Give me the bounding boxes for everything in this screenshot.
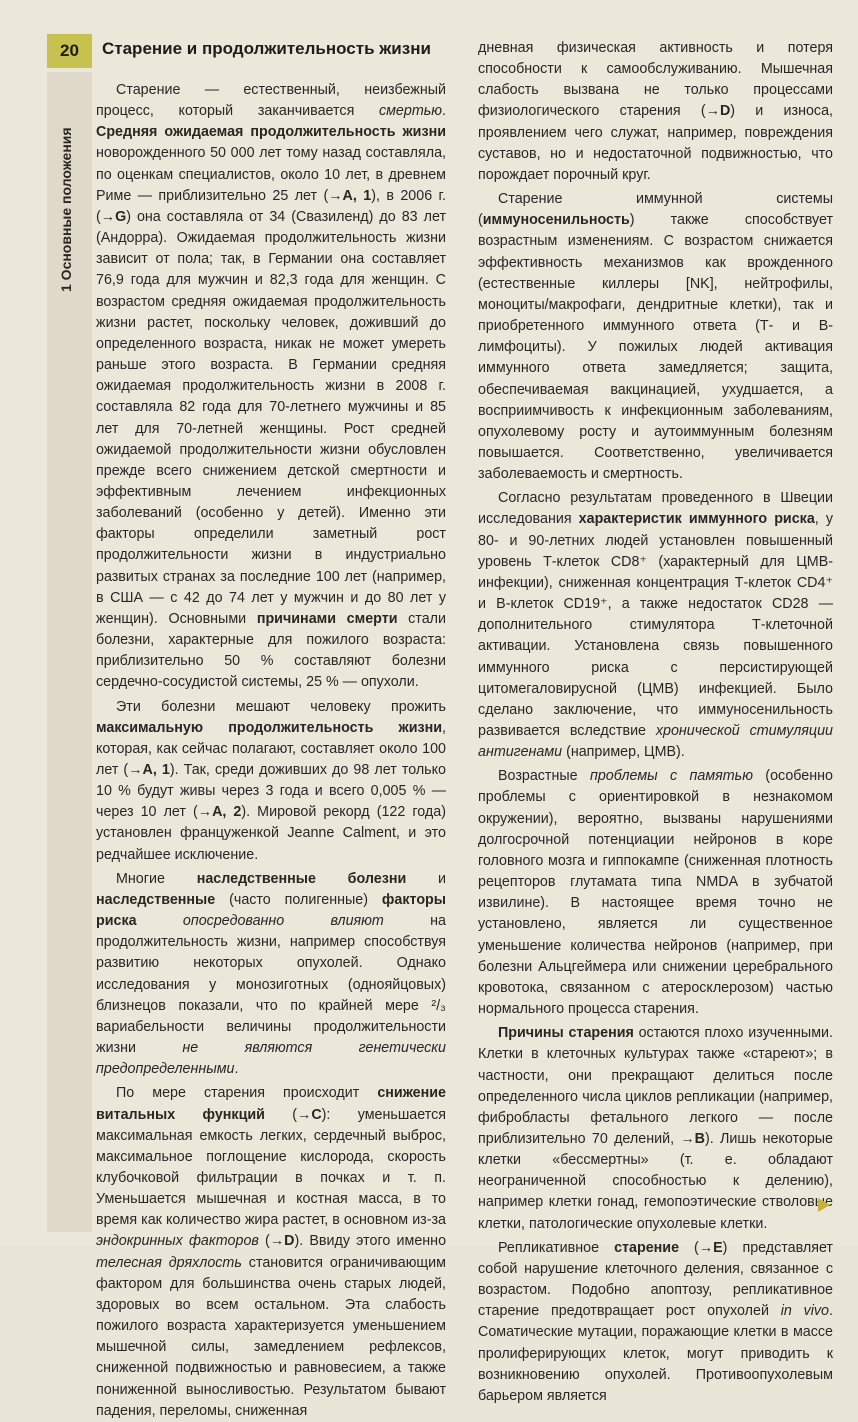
text-run: , у 80- и 90-летних людей установлен повышенный уровень Т-клеток CD8⁺ (характерный для ЦМВ-инфекции), сниженная концентрация Т-клеток CD4⁺ и В-клеток CD19⁺, а также недостаток CD28 — дополнительного стимулятора Т-клеточной активации. Установлена связь повышенного иммунного риска с персистирующей цитомегаловирусной (ЦМВ) инфекцией. Было сделано заключение, что иммуносенильность развивается вследствие (478, 511, 833, 739)
text-run: . (442, 103, 446, 120)
paragraph (96, 80, 446, 694)
bold-text: наследственные (96, 891, 216, 908)
italic-text: смертью (378, 103, 443, 120)
text-run: ). Мировой рекорд (122 года) установлен француженкой Jeanne Calment, и это редчайшее исключение. (96, 804, 446, 863)
paragraph (478, 1238, 833, 1407)
paragraph (478, 38, 833, 186)
text-run: Старение иммунной системы ( (478, 191, 833, 229)
italic-text: эндокринных факторов (96, 1233, 259, 1250)
text-run: ( (679, 1239, 699, 1256)
text-run: на продолжительность жизни, например способствуя развитию некоторых опухолей. Однако исследования у монозиготных (однояйцовых) близнецов показали, что по крайней мере ²/₃ вариабельности величины продолжительности жизни (96, 913, 446, 1057)
text-run: . (234, 1061, 239, 1078)
text-run: ). Так, среди доживших до 98 лет только 10 % будут живы через 3 года и всего 0,005 % — через 10 лет ( (96, 762, 446, 821)
right-column (478, 38, 833, 1407)
paragraph (478, 488, 833, 763)
bold-text: причинами смерти (256, 610, 398, 627)
text-run: ( (258, 1233, 270, 1250)
italic-text: не являются генетически предопределенными (96, 1040, 446, 1078)
italic-text: опосредованно влияют (182, 913, 384, 930)
bold-text: →G (100, 208, 127, 225)
bold-text: →C (297, 1106, 322, 1123)
text-run: (особенно проблемы с ориентировкой в незнакомом окружении), вероятно, вызваны нарушениями долгосрочной потенциации нейронов в коре головного мозга и гиппокампе (сниженная плотность рецепторов глутамата типа NMDA в зубчатой извилине). В настоящее время точно не установлено, является ли существенное уменьшение количества нейронов (например, при болезни Альцгеймера или снижении церебрального кровотока, связанном с атеросклерозом) частью нормального процесса старения. (478, 768, 834, 1018)
text-run: Многие (116, 870, 197, 887)
bold-text: старение (614, 1239, 680, 1256)
text-run: Согласно результатам проведенного в Швеции исследования (478, 490, 833, 528)
paragraph (96, 869, 446, 1081)
text-run: , которая, как сейчас полагают, составляет около 100 лет ( (96, 719, 446, 778)
bold-text: →A, 2 (197, 804, 242, 821)
paragraph (478, 1023, 833, 1235)
paragraph (478, 766, 833, 1020)
italic-text: in vivo (780, 1303, 829, 1320)
bold-text: максимальную продолжительность жизни (96, 719, 443, 736)
next-page-arrow-icon (818, 1198, 830, 1212)
bold-text: →D (705, 103, 731, 120)
page-title: Старение и продолжительность жизни (102, 39, 431, 58)
bold-text: →D (269, 1233, 295, 1250)
bold-text: наследственные болезни (196, 870, 407, 887)
text-run (137, 913, 183, 929)
bold-text: иммуносенильность (482, 212, 630, 229)
text-run: ): уменьшается максимальная емкость легких, сердечный выброс, максимальное поглощение кислорода, скорость клубочковой фильтрации в почках и т. п. Уменьшается мышечная и костная масса, в то время как количество жира растет, в основном из-за (96, 1106, 446, 1229)
bold-text: характеристик иммунного риска (578, 511, 815, 528)
text-run: . Соматические мутации, поражающие клетки в массе пролиферирующих клеток, могут приводить к возникновению опухолей. Противоопухолевым барьером является (478, 1303, 833, 1404)
text-run: Репликативное (498, 1239, 615, 1256)
paragraph (96, 1083, 446, 1422)
left-column (96, 80, 446, 1422)
text-run: ) также способствует возрастным изменениям. С возрастом снижается эффективность механизмов как врожденного (естественные киллеры [NK], нейтрофилы, моноциты/макрофаги, дендритные клетки), так и приобретенного иммунного ответа (Т- и В-лимфоциты). У пожилых людей активация иммунного ответа замедляется; защита, обеспечиваемая вакцинацией, ухудшается, а восприимчивость к инфекционным заболеваниям, опухолевому росту и аутоиммунным болезням повышается. Соответственно, увеличивается заболеваемость и смертность. (478, 212, 833, 483)
text-run: стали болезни, характерные для пожилого возраста: приблизительно 50 % составляют болезни сердечно-сосудистой системы, 25 % — опухоли. (96, 610, 446, 691)
text-run: ( (264, 1106, 298, 1123)
italic-text: хронической стимуляции антигенами (478, 723, 833, 761)
text-run: (например, ЦМВ). (562, 744, 685, 761)
text-run: ). Лишь некоторые клетки «бессмертны» (т. е. обладают неограниченной способностью к делению), например клетки гонад, гемопоэтические стволовые клетки, патологические опухолевые клетки. (478, 1130, 833, 1232)
text-run: ) она составляла от 34 (Свазиленд) до 83 лет (Андорра). Ожидаемая продолжительность жизни зависит от пола; так, в Германии она составляет 76,9 года для мужчин и 82,3 года для женщин. С возрастом средняя ожидаемая продолжительность жизни растет, поскольку человек, доживший до определенного возраста, никак не может умереть раньше этого возраста. В Германии средняя ожидаемая продолжительность жизни в 2008 г. составляла 82 года для 70-летнего мужчины и 85 лет для 70-летней женщины. Рост средней ожидаемой продолжительности жизни обусловлен прежде всего снижением детской смертности и эффективным лечением инфекционных заболеваний (особенно у детей). Именно эти факторы определили заметный рост продолжительности жизни в индустриально развитых странах за последние 100 лет (например, в США — с 42 до 74 лет у мужчин и до 80 лет у женщин). Основными (96, 208, 446, 627)
text-run: ) и износа, проявлением чего служат, например, повреждения суставов, но и недостаточной подвижностью, что порождает порочный круг. (478, 103, 833, 183)
text-run: По мере старения происходит (116, 1085, 378, 1102)
paragraph (96, 697, 446, 866)
bold-text: →A, 1 (328, 187, 372, 204)
text-run: становится ограничивающим фактором для большинства очень старых людей, здоровых во всем остальном. Эта слабость пожилого возраста характеризуется уменьшением мышечной силы, замедлением рефлексов, сниженной подвижностью и равновесием, а также пониженной выносливостью. Результатом бывают падения, переломы, сниженная (96, 1254, 446, 1419)
italic-text: проблемы с памятью (589, 768, 753, 785)
text-run: ), в 2006 г. ( (96, 187, 446, 225)
bold-text: снижение витальных функций (96, 1085, 446, 1123)
chapter-label: 1 Основные положения (58, 127, 74, 292)
text-run: новорожденного 50 000 лет тому назад составляла, по оценкам специалистов, около 10 лет, в древнем Риме — приблизительно 25 лет ( (96, 145, 446, 204)
bold-text: →A, 1 (128, 762, 170, 778)
text-run: (часто полигенные) (215, 891, 382, 908)
paragraph (478, 189, 833, 485)
text-run: Возрастные (498, 768, 590, 785)
text-run: дневная физическая активность и потеря способности к самообслуживанию. Мышечная слабость вызвана не только процессами физиологического старения ( (478, 40, 833, 120)
bold-text: факторы риска (96, 891, 446, 930)
bold-text: Средняя ожидаемая продолжительность жизни (96, 124, 446, 141)
text-run: Старение — естественный, неизбежный процесс, который заканчивается (96, 82, 446, 120)
bold-text: →B (680, 1130, 705, 1147)
text-run: ). Ввиду этого именно (294, 1233, 447, 1250)
text-run: и (406, 870, 446, 887)
text-run: ) представляет собой нарушение клеточного деления, связанное с возрастом. Подобно апоптозу, репликативное старение предотвращает рост опухолей (478, 1239, 833, 1320)
bold-text: →E (698, 1239, 723, 1256)
bold-text: Причины старения (498, 1025, 634, 1042)
page-number: 20 (60, 41, 79, 60)
text-run: остаются плохо изученными. Клетки в клеточных культурах также «стареют»; в частности, они прекращают делиться после определенного числа циклов репликации (например, фибробласты фетального легкого — после приблизительно 70 делений, (478, 1025, 833, 1147)
italic-text: телесная дряхлость (96, 1254, 242, 1271)
text-run: Эти болезни мешают человеку прожить (116, 698, 446, 715)
page-number-tab (47, 34, 92, 68)
